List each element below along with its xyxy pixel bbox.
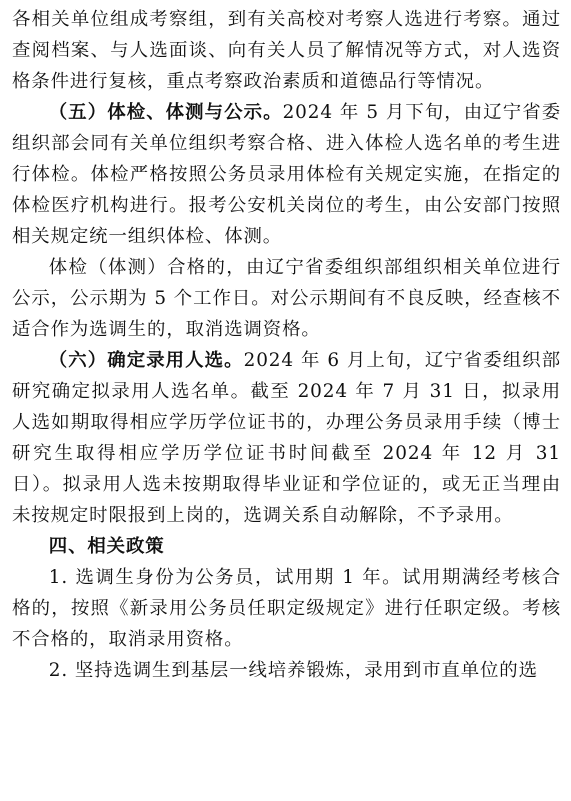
paragraph-policy-1: 1. 选调生身份为公务员，试用期 1 年。试用期满经考核合格的，按照《新录用公务员任职定级规定》进行任职定级。考核不合格的，取消录用资格。 bbox=[12, 567, 561, 650]
section-lead-hiring: （六）确定录用人选。 bbox=[48, 350, 244, 371]
paragraph-publicity: 体检（体测）合格的，由辽宁省委组织部组织相关单位进行公示，公示期为 5 个工作日。对公示期间有不良反映，经查核不适合作为选调生的，取消选调资格。 bbox=[12, 257, 561, 340]
paragraph-physical-exam-text: 2024 年 5 月下旬，由辽宁省委组织部会同有关单位组织考察合格、进入体检人选名单的考生进行体检。体检严格按照公务员录用体检有关规定实施，在指定的体检医疗机构进行。报考公安机关岗位的考生，由公安部门按照相关规定统一组织体检、体测。 bbox=[12, 102, 561, 247]
paragraph-inspection: 各相关单位组成考察组，到有关高校对考察人选进行考察。通过查阅档案、与人选面谈、向有关人员了解情况等方式，对人选资格条件进行复核，重点考察政治素质和道德品行等情况。 bbox=[12, 9, 561, 92]
paragraph-policy-2: 2. 坚持选调生到基层一线培养锻炼，录用到市直单位的选 bbox=[48, 660, 538, 681]
section-lead-physical-exam: （五）体检、体测与公示。 bbox=[48, 102, 283, 123]
paragraph-hiring bbox=[12, 345, 561, 531]
paragraph-physical-exam bbox=[12, 97, 561, 252]
section-heading-policies: 四、相关政策 bbox=[48, 536, 165, 557]
paragraph-hiring-text: 2024 年 6 月上旬，辽宁省委组织部研究确定拟录用人选名单。截至 2024 年 7 月 31 日，拟录用人选如期取得相应学历学位证书的，办理公务员录用手续（博士研究生取得相应学历学位证书时间截至 2024 年 12 月 31 日）。拟录用人选未按期取得毕业证和学位证的，或无正当理由未按规定时限报到上岗的，选调关系自动解除，不予录用。 bbox=[12, 350, 561, 526]
